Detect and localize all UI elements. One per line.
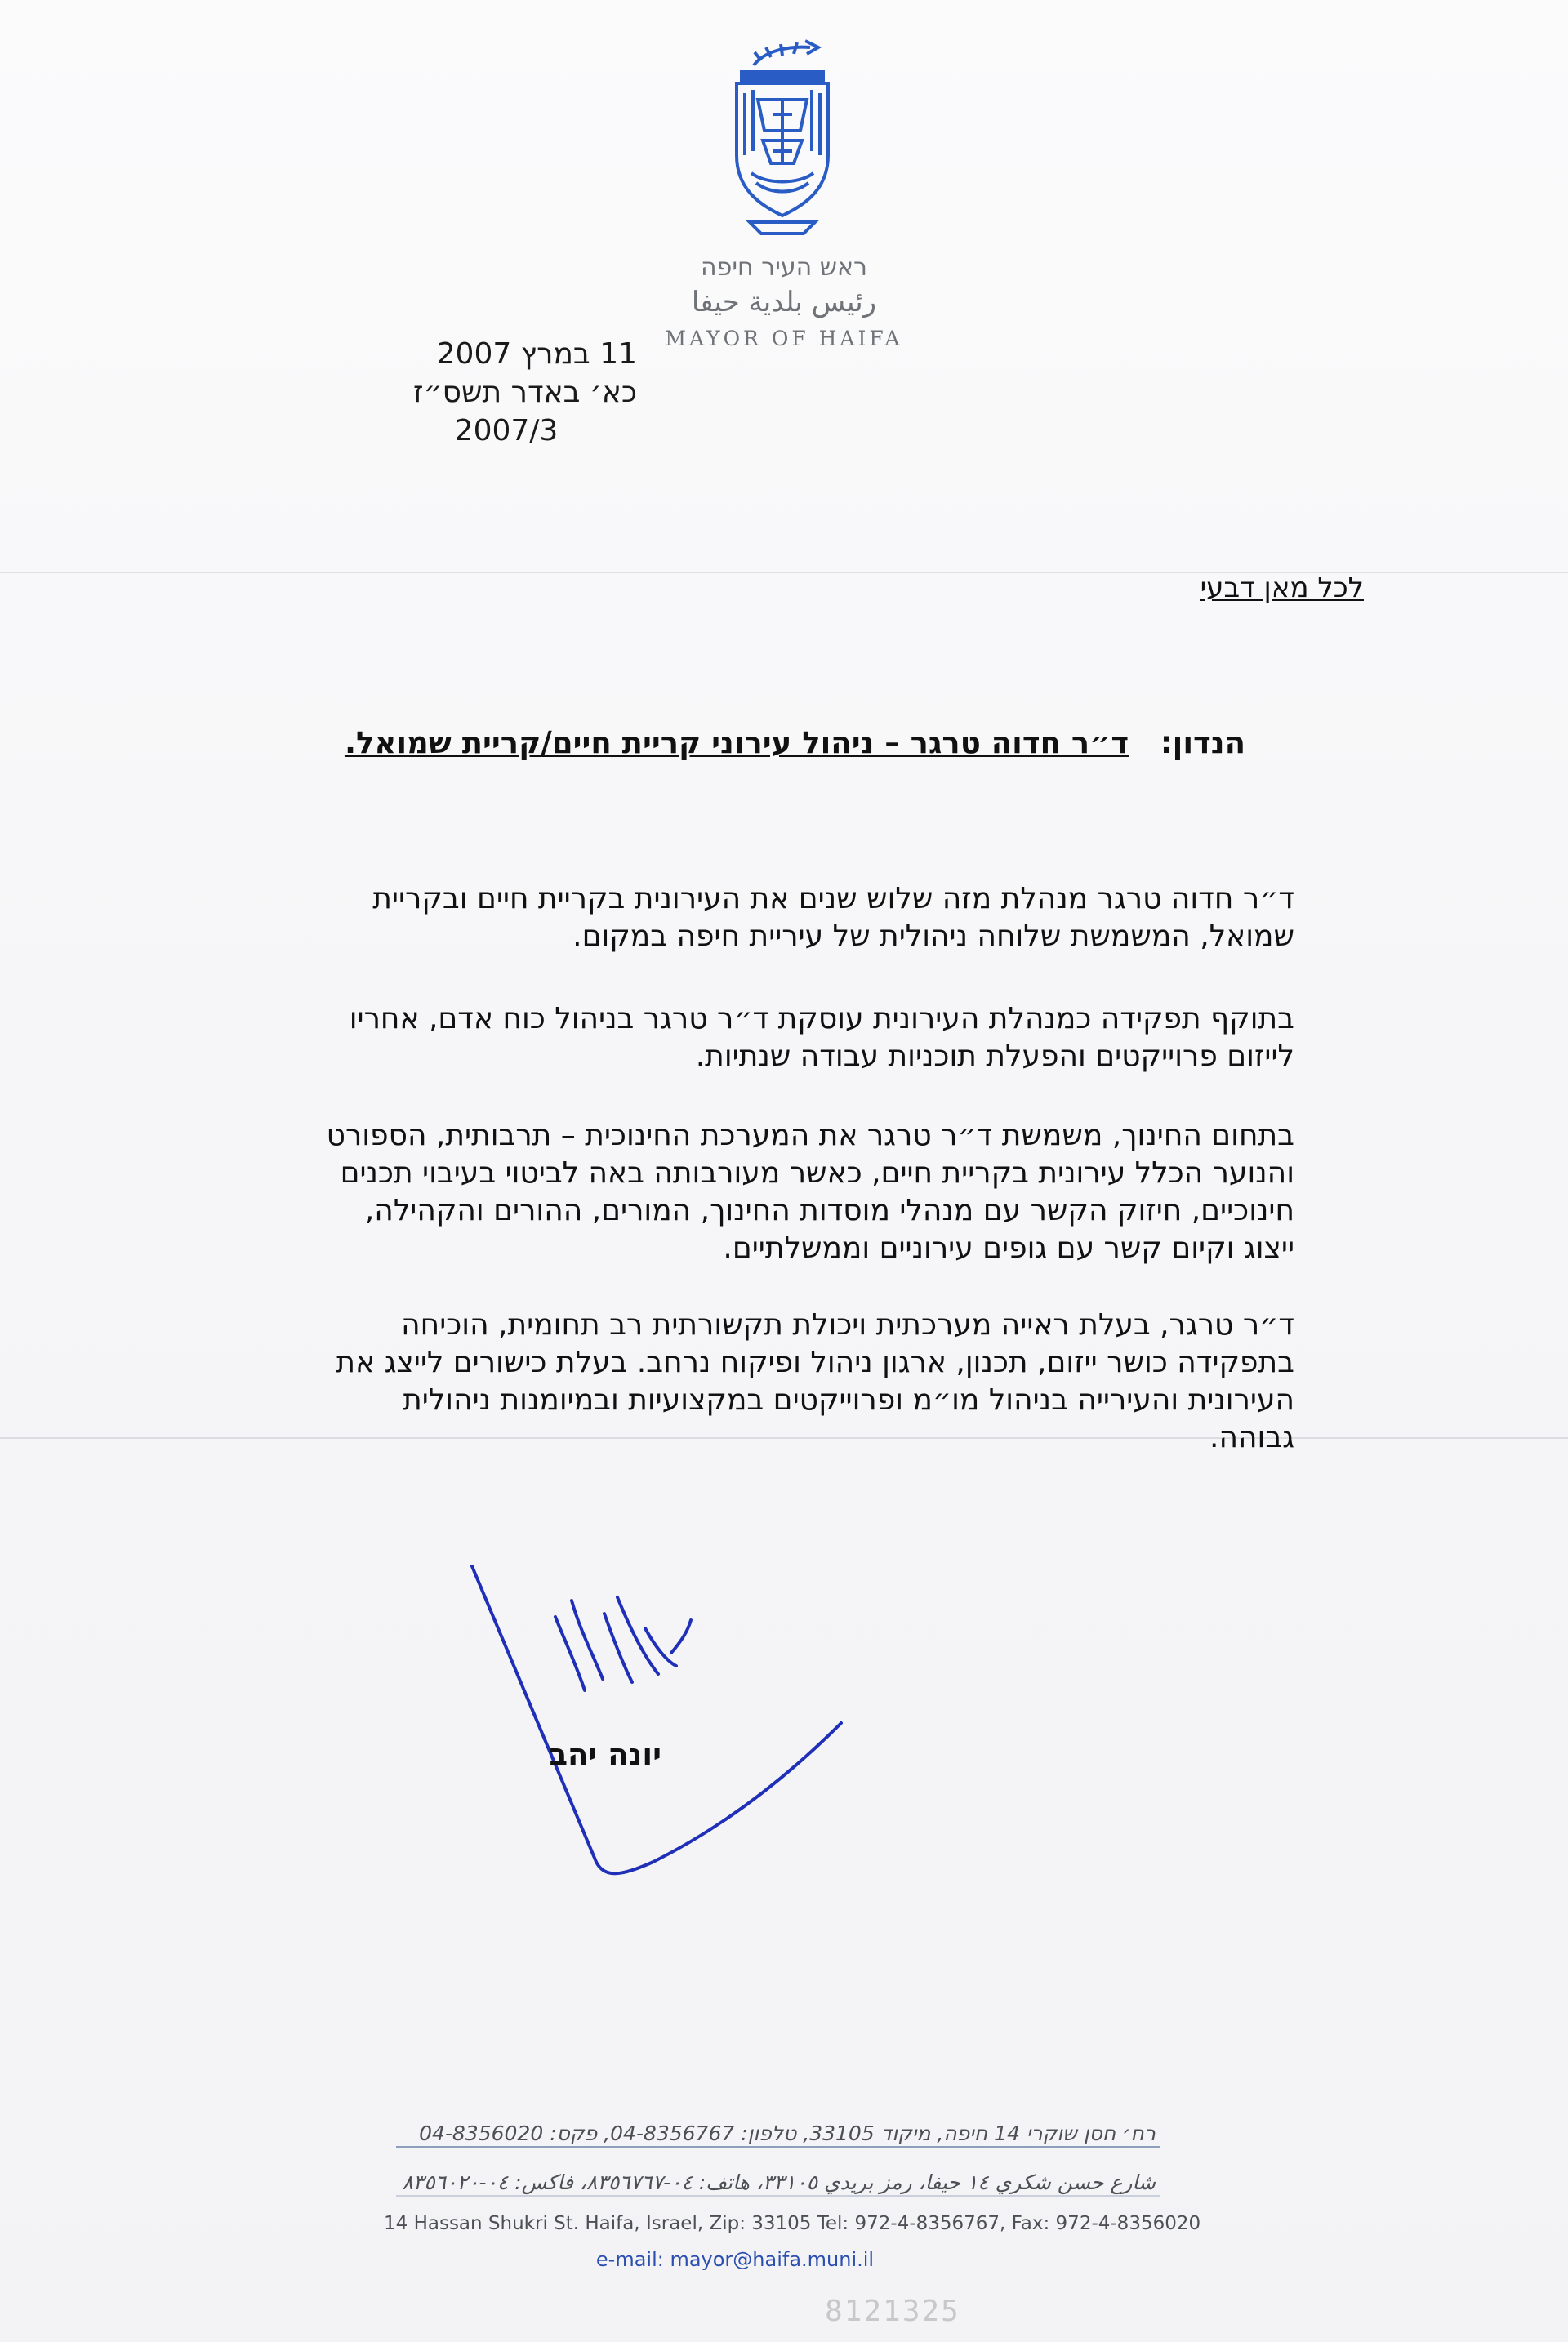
archive-number-stamp: 8121325 (825, 2295, 960, 2328)
subject-line (345, 725, 1245, 760)
letterhead-title-en: MAYOR OF HAIFA (665, 327, 903, 350)
body-line: שמואל, המשמשת שלוחה ניהולית של עיריית חיפה במקום. (572, 919, 1294, 953)
body-line: ד״ר חדוה טרגר מנהלת מזה שלוש שנים את העירונית בקריית חיים ובקריית (372, 882, 1294, 915)
footer-address-he: רח׳ חסן שוקרי 14 חיפה, מיקוד 33105, טלפון: 04-8356767, פקס: 04-8356020 (419, 2122, 1156, 2145)
body-line: בתוקף תפקידה כמנהלת העירונית עוסקת ד״ר טרגר בניהול כוח אדם, אחריו (349, 1002, 1294, 1035)
footer-address-ar: شارع حسن شكري ١٤ حيفا، رمز بريدي ٣٣١٠٥، هاتف: ٠٤-٨٣٥٦٧٦٧، فاكس: ٠٤-٨٣٥٦٠٢٠ (402, 2171, 1156, 2194)
letterhead-title-ar: رئيس بلدية حيفا (691, 286, 877, 318)
body-line: העירונית והעירייה בניהול מו״מ ופרוייקטים במקצועיות ובמיומנות ניהולית (403, 1383, 1294, 1417)
body-line: חינוכיים, חיזוק הקשר עם מנהלי מוסדות החינוך, המורים, ההורים והקהילה, (364, 1194, 1294, 1227)
body-line: והנוער הכלל עירונית בקריית חיים, כאשר מעורבותה באה לביטוי בעיבוי תכנים (340, 1156, 1294, 1190)
date-reference: 2007/3 (454, 414, 559, 447)
date-block (376, 335, 637, 450)
handwritten-signature (457, 1552, 882, 1895)
body-line: בתחום החינוך, משמשת ד״ר טרגר את המערכת החינוכית – תרבותית, הספורט (326, 1119, 1294, 1152)
footer-address-en: 14 Hassan Shukri St. Haifa, Israel, Zip: 33105 Tel: 972-4-8356767, Fax: 972-4-8356020 (384, 2213, 1201, 2234)
footer-divider (396, 2146, 1160, 2148)
body-paragraph-2 (233, 1000, 1294, 1075)
letterhead-title-he: ראש העיר חיפה (701, 253, 867, 282)
body-line: גבוהה. (1209, 1421, 1294, 1454)
body-paragraph-4 (233, 1307, 1294, 1457)
body-line: ד״ר טרגר, בעלת ראייה מערכתית ויכולת תקשורתית רב תחומית, הוכיחה (401, 1308, 1294, 1342)
body-paragraph-3 (233, 1117, 1294, 1267)
body-line: בתפקידה כושר ייזום, תכנון, ארגון ניהול ופיקוח נרחב. בעלת כישורים לייצג את (336, 1346, 1294, 1379)
subject-label: הנדון: (1160, 725, 1245, 760)
body-paragraph-1 (233, 880, 1294, 955)
subject-text: ד״ר חדוה טרגר – ניהול עירוני קריית חיים/קריית שמואל. (344, 725, 1129, 760)
haifa-crest-logo (725, 33, 840, 237)
body-line: לייזום פרוייקטים והפעלת תוכניות עבודה שנתיות. (695, 1040, 1294, 1073)
footer-email-link[interactable]: e-mail: mayor@haifa.muni.il (595, 2248, 875, 2271)
signer-name: יונה יהב (549, 1737, 662, 1772)
footer-divider (396, 2195, 1160, 2197)
date-hebrew: כא׳ באדר תשס״ז (413, 376, 637, 409)
date-gregorian: 11 במרץ 2007 (436, 337, 637, 371)
body-line: ייצוג וקיום קשר עם גופים עירוניים וממשלתיים. (723, 1231, 1294, 1265)
recipient-line: לכל מאן דבעי (1200, 572, 1364, 604)
